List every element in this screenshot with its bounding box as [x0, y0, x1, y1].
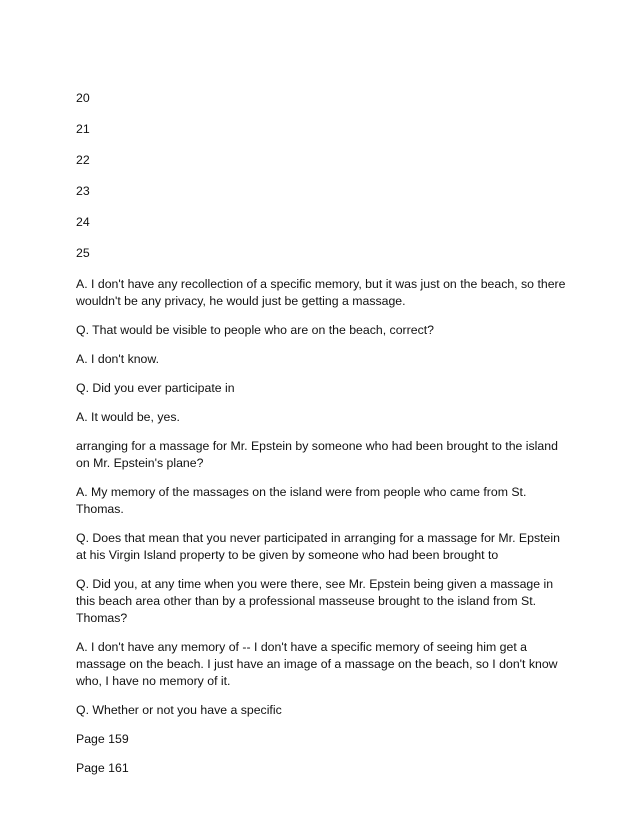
line-number: 25	[76, 246, 90, 260]
line-number: 21	[76, 122, 90, 136]
page-marker: Page 159	[76, 732, 129, 746]
transcript-body	[76, 90, 568, 789]
transcript-paragraph: A. I don't have any recollection of a specific memory, but it was just on the beach, so there wouldn't be any privacy, he would just be getting a massage.	[76, 277, 566, 308]
transcript-paragraph: A. It would be, yes.	[76, 410, 180, 424]
line-number: 20	[76, 91, 90, 105]
transcript-paragraph: A. I don't have any memory of -- I don't have a specific memory of seeing him get a massage on the beach. I just have an image of a massage on the beach, so I don't know who, I have no memory of it.	[76, 640, 558, 688]
line-number: 23	[76, 184, 90, 198]
transcript-paragraph: Q. That would be visible to people who are on the beach, correct?	[76, 323, 434, 337]
line-number: 24	[76, 215, 90, 229]
transcript-paragraph: Q. Does that mean that you never participated in arranging for a massage for Mr. Epstein at his Virgin Island property to be given by someone who had been brought to	[76, 531, 560, 562]
transcript-paragraph: Q. Did you ever participate in	[76, 381, 235, 395]
line-number: 22	[76, 153, 90, 167]
transcript-paragraph: arranging for a massage for Mr. Epstein by someone who had been brought to the island on Mr. Epstein's plane?	[76, 439, 558, 470]
transcript-paragraph: A. My memory of the massages on the island were from people who came from St. Thomas.	[76, 485, 527, 516]
transcript-paragraph: A. I don't know.	[76, 352, 160, 366]
page-marker: Page 161	[76, 761, 129, 775]
transcript-paragraph: Q. Did you, at any time when you were there, see Mr. Epstein being given a massage in this beach area other than by a professional masseuse brought to the island from St. Thomas?	[76, 577, 554, 625]
transcript-paragraph: Q. Whether or not you have a specific	[76, 703, 282, 717]
